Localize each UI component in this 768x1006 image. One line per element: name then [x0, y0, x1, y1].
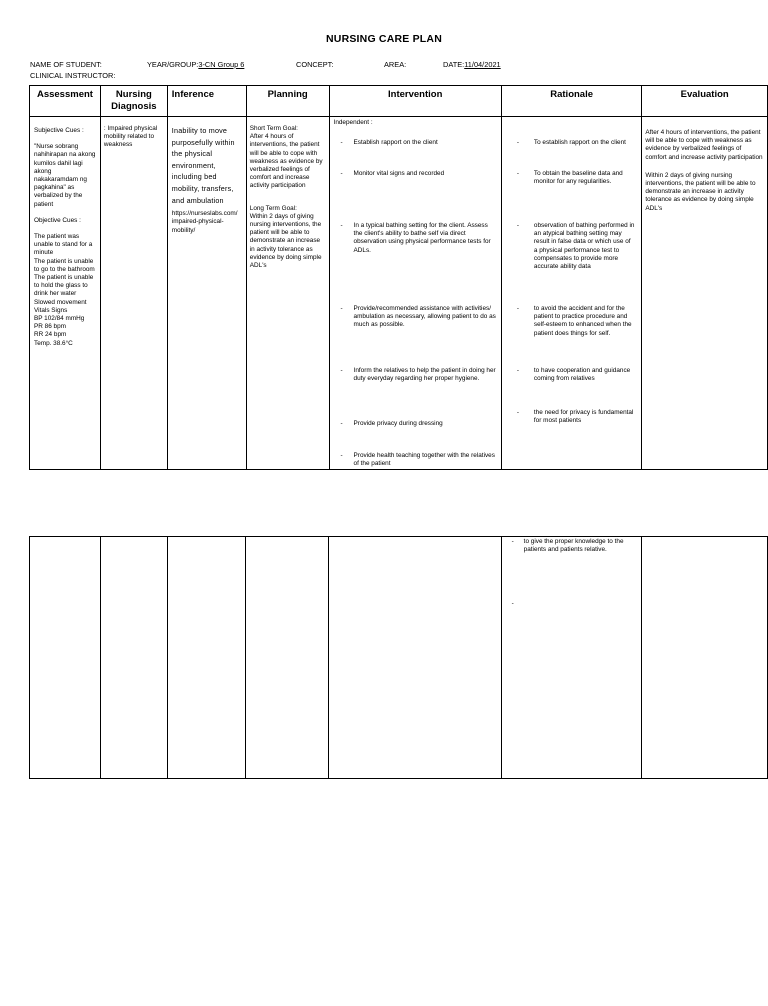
- intervention-item: - In a typical bathing setting for the client. Assess the client's ability to bathe self via direct observation using physical performance tests for ADLs.: [340, 222, 491, 254]
- rationale-item: - to avoid the accident and for the patient to practice procedure and self-esteem to enhanced when the patient does things for self.: [516, 305, 632, 337]
- evaluation-cell: [642, 117, 768, 470]
- intervention-item: - Provide privacy during dressing: [340, 420, 443, 427]
- care-plan-table-continued: [29, 536, 768, 779]
- intervention-item: - Monitor vital signs and recorded: [340, 170, 445, 177]
- objective-line: BP 102/84 mmHg: [34, 315, 85, 323]
- inference-text: Inability to move purposefully within the physical environment, including bed mobility, transfers, and ambulation: [171, 126, 235, 205]
- inference-cell-continued: [167, 537, 246, 779]
- objective-line: PR 86 bpm: [34, 323, 66, 331]
- inference-cell: [167, 117, 246, 470]
- evaluation-cell-continued: [642, 537, 768, 779]
- concept-label: CONCEPT:: [296, 60, 334, 69]
- rationale-cell-continued: [501, 537, 642, 779]
- long-term-goal-text: Within 2 days of giving nursing interventions, the patient will be able to demonstrate an increase in activity tolerance as evidence by doing simple ADL's: [249, 212, 322, 270]
- date-value: 11/04/2021: [464, 60, 501, 69]
- subjective-cues-label: Subjective Cues :: [34, 127, 84, 134]
- col-assessment: Assessment: [30, 86, 101, 117]
- intervention-cell: [329, 117, 501, 470]
- year-group-label: YEAR/GROUP:: [147, 60, 199, 69]
- col-planning: Planning: [246, 86, 329, 117]
- intervention-item: - Provide health teaching together with the relatives of the patient: [340, 452, 495, 468]
- objective-line: The patient is unable to hold the glass to drink her water: [34, 274, 94, 298]
- col-rationale: Rationale: [501, 86, 641, 117]
- long-term-goal-label: Long Term Goal:: [249, 204, 297, 212]
- objective-cues-label: Objective Cues :: [34, 216, 81, 224]
- rationale-cell: [501, 117, 641, 470]
- student-name-label: NAME OF STUDENT:: [30, 60, 102, 69]
- rationale-item: -: [511, 600, 514, 607]
- inference-link: https://nurseslabs.com/ impaired-physical-mobility/: [171, 210, 238, 234]
- intervention-item: - Provide/recommended assistance with activities/ ambulation as necessary, allowing patient to do as much as possible.: [340, 305, 496, 329]
- evaluation-short-term: After 4 hours of interventions, the patient will be able to cope with weakness as evidence by verbalized feelings of comfort and increase activity participation: [645, 129, 763, 161]
- short-term-goal-label: Short Term Goal:: [249, 125, 298, 132]
- area-label: AREA:: [384, 60, 407, 69]
- objective-line: The patient is unable to go to the bathroom: [34, 257, 95, 273]
- rationale-item: - to give the proper knowledge to the patients and patients relative.: [511, 538, 624, 554]
- year-group-value: 3-CN Group 6: [198, 60, 245, 69]
- subjective-quote: "Nurse sobrang nahihirapan na akong kumilos dahil lagi akong nakakaramdam ng pagkahina" as verbalized by the patient: [34, 143, 96, 208]
- date-label: DATE:: [443, 60, 465, 69]
- evaluation-long-term: Within 2 days of giving nursing interventions, the patient will be able to demonstrate an increase in activity tolerance as evidence by doing simple ADL's: [645, 171, 756, 212]
- objective-line: Slowed movement: [34, 298, 87, 306]
- rationale-item: - To establish rapport on the client: [516, 139, 626, 146]
- document-title: NURSING CARE PLAN: [326, 33, 442, 45]
- rationale-item: - to have cooperation and guidance coming from relatives: [516, 367, 631, 383]
- objective-line: Temp. 38.6°C: [34, 339, 73, 347]
- year-group-field: [147, 60, 244, 69]
- objective-line: RR 24 bpm: [34, 331, 67, 339]
- nursing-diagnosis-text: : Impaired physical mobility related to weakness: [103, 125, 158, 149]
- objective-line: Vitals Signs: [34, 306, 68, 314]
- nursing-diagnosis-cell: [100, 117, 167, 470]
- assessment-cell: [30, 117, 101, 470]
- short-term-goal-text: After 4 hours of interventions, the patient will be able to cope with weakness as evidence by verbalized feelings of comfort and increase activity participation: [249, 133, 323, 190]
- clinical-instructor-label: CLINICAL INSTRUCTOR:: [30, 71, 116, 80]
- independent-label: Independent :: [333, 119, 373, 126]
- intervention-cell-continued: [329, 537, 502, 779]
- intervention-item: - Inform the relatives to help the patient in doing her duty everyday regarding her proper hygiene.: [340, 367, 496, 383]
- rationale-item: - observation of bathing performed in an atypical bathing setting may result in false data or which use of a physical performance test to compensates to provide more accurate ability data: [516, 222, 635, 271]
- col-nursing-diagnosis: Nursing Diagnosis: [100, 86, 167, 117]
- objective-line: The patient was unable to stand for a minute: [34, 233, 93, 257]
- planning-cell: [246, 117, 329, 470]
- col-inference: Inference: [167, 86, 246, 117]
- nursing-diagnosis-cell-continued: [100, 537, 167, 779]
- intervention-item: - Establish rapport on the client: [340, 139, 438, 146]
- col-evaluation: Evaluation: [642, 86, 768, 117]
- rationale-item: - To obtain the baseline data and monitor for any regularities.: [516, 170, 623, 186]
- assessment-cell-continued: [30, 537, 101, 779]
- rationale-item: - the need for privacy is fundamental for most patients: [516, 409, 634, 425]
- care-plan-table: [29, 85, 768, 470]
- date-field: [443, 60, 501, 69]
- col-intervention: Intervention: [329, 86, 501, 117]
- planning-cell-continued: [246, 537, 329, 779]
